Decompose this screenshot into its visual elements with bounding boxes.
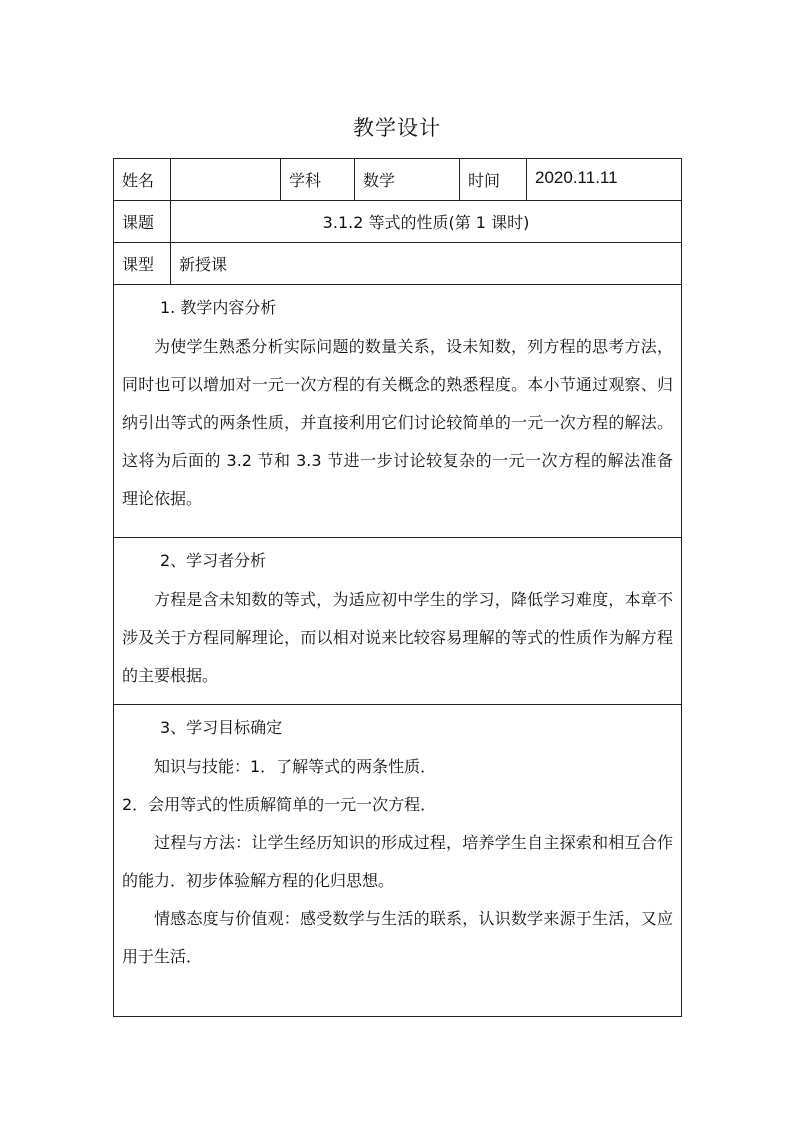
section-heading: 3、学习目标确定 [160, 718, 283, 737]
topic-value-cell: 3.1.2 等式的性质(第 1 课时) [171, 201, 682, 243]
section-paragraph: 方程是含未知数的等式，为适应初中学生的学习，降低学习难度，本章不涉及关于方程同解理论，而以相对说来比较容易理解的等式的性质作为解方程的主要根据。 [122, 590, 673, 685]
page-title: 教学设计 [353, 116, 441, 140]
goal-process-method: 过程与方法：让学生经历知识的形成过程，培养学生自主探索和相互合作的能力．初步体验解方程的化归思想。 [122, 833, 673, 890]
type-label-cell: 课型 [114, 243, 171, 285]
goal-emotion-values: 情感态度与价值观：感受数学与生活的联系，认识数学来源于生活，又应用于生活． [122, 909, 673, 966]
info-row [114, 159, 682, 201]
type-row [114, 243, 682, 285]
section-heading: 1. 教学内容分析 [160, 298, 277, 317]
goal-knowledge-skills-2: 2．会用等式的性质解简单的一元一次方程． [122, 795, 437, 814]
name-label-cell: 姓名 [114, 159, 171, 201]
section-paragraph: 为使学生熟悉分析实际问题的数量关系，设未知数，列方程的思考方法，同时也可以增加对一元一次方程的有关概念的熟悉程度。本小节通过观察、归纳引出等式的两条性质，并直接利用它们讨论较简单的一元一次方程的解法。这将为后面的 3.2 节和 3.3 节进一步讨论较复杂的一元一次方程的解法准备理论依据。 [122, 337, 673, 508]
section-learner-analysis [114, 538, 682, 705]
subject-label-cell: 学科 [281, 159, 355, 201]
time-value-cell: 2020.11.11 [527, 159, 682, 201]
goal-knowledge-skills: 知识与技能：1．了解等式的两条性质． [154, 757, 437, 776]
section-learning-goals [114, 705, 682, 1017]
section-content-analysis [114, 285, 682, 538]
time-label-cell: 时间 [460, 159, 527, 201]
section-heading: 2、学习者分析 [160, 551, 267, 570]
name-value-cell [171, 159, 281, 201]
subject-value-cell: 数学 [355, 159, 460, 201]
topic-label-cell: 课题 [114, 201, 171, 243]
type-value-cell: 新授课 [171, 243, 682, 285]
topic-row [114, 201, 682, 243]
lesson-plan-table [113, 158, 682, 1017]
